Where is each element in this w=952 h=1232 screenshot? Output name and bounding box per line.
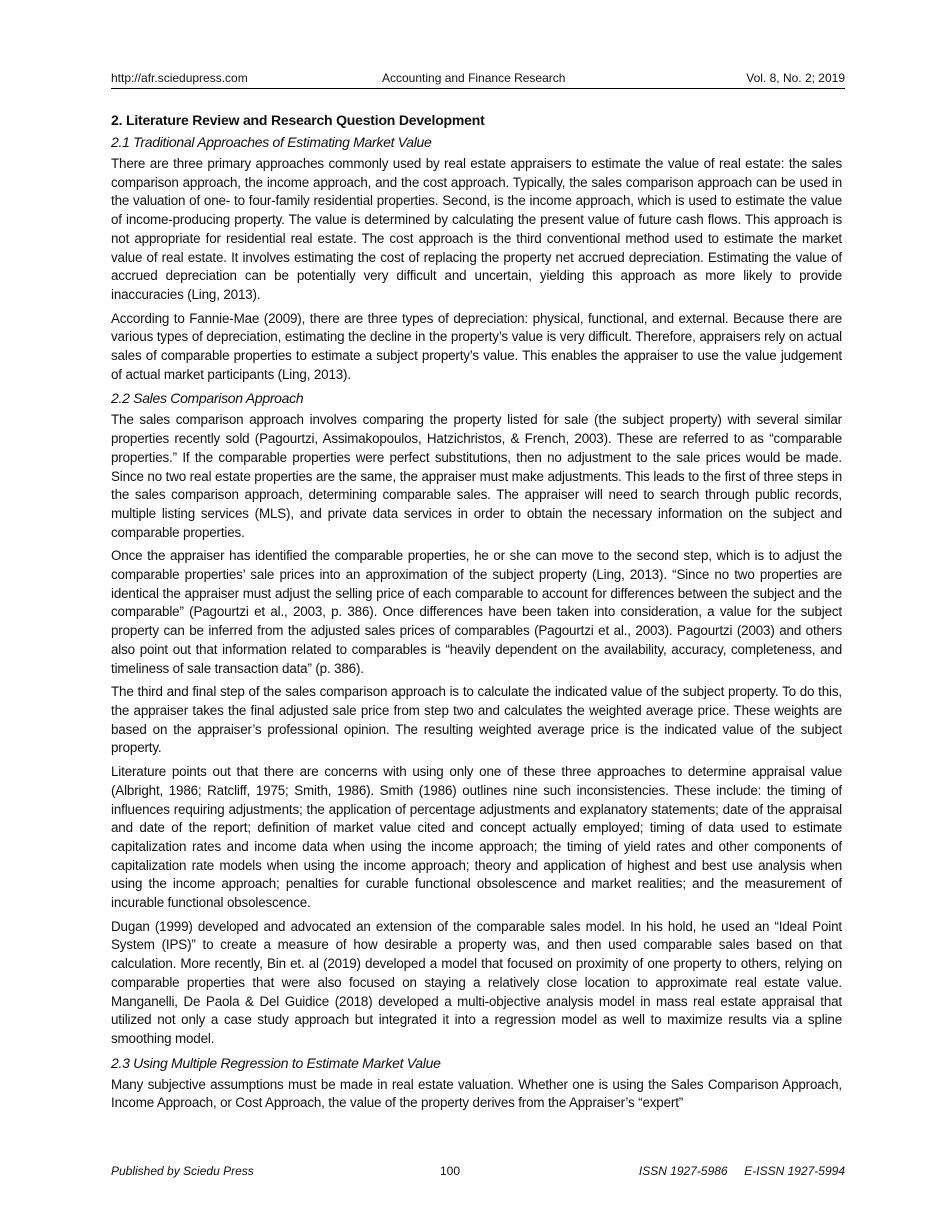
paragraph: Once the appraiser has identified the comparable properties, he or she can move to the second step, which is to adjust the comparable properties’ sale prices into an approximation of the subject property (Ling, 2013). “Since no two properties are identical the appraiser must adjust the selling price of each comparable to account for differences between the subject and the comparable” (Pagourtzi et al., 2003, p. 386). Once differences have been taken into consideration, a value for the subject property can be inferred from the adjusted sales prices of comparables (Pagourtzi et al., 2003). Pagourtzi (2003) and others also point out that information related to comparables is “heavily dependent on the availability, accuracy, completeness, and timeliness of sale transaction data” (p. 386). bbox=[111, 548, 842, 676]
paragraph: The third and final step of the sales comparison approach is to calculate the indicated value of the subject property. To do this, the appraiser takes the final adjusted sale price from step two and calculates the weighted average price. These weights are based on the appraiser’s professional opinion. The resulting weighted average price is the indicated value of the subject property. bbox=[111, 684, 842, 756]
publisher-name: Published by Sciedu Press bbox=[111, 1164, 254, 1178]
paragraph: Literature points out that there are concerns with using only one of these three approaches to determine appraisal value (Albright, 1986; Ratcliff, 1975; Smith, 1986). Smith (1986) outlines nine such inconsistencies. These include: the timing of influences requiring adjustments; the application of percentage adjustments and explanatory statements; date of the appraisal and date of the report; definition of market value cited and concept actually employed; timing of data used to estimate capitalization rates and income data when using the income approach; the timing of yield rates and other components of capitalization rate models when using the income approach; theory and application of highest and best use analysis when using the income approach; penalties for curable functional obsolescence and market realities; and the measurement of incurable functional obsolescence. bbox=[111, 764, 842, 911]
running-header bbox=[111, 70, 845, 89]
paragraph: The sales comparison approach involves comparing the property listed for sale (the subject property) with several similar properties recently sold (Pagourtzi, Assimakopoulos, Hatzichristos, & French, 2003). These are referred to as “comparable properties.” If the comparable properties were perfect substitutions, then no adjustment to the sale prices would be made. Since no two real estate properties are the same, the appraiser must make adjustments. This leads to the first of three steps in the sales comparison approach, determining comparable sales. The appraiser will need to search through public records, multiple listing services (MLS), and private data services in order to obtain the necessary information on the subject and comparable properties. bbox=[111, 412, 842, 540]
paragraph: Many subjective assumptions must be made in real estate valuation. Whether one is using the Sales Comparison Approach, Income Approach, or Cost Approach, the value of the property derives from the Appraiser’s “expert” bbox=[111, 1076, 842, 1111]
page-number: 100 bbox=[440, 1164, 461, 1178]
volume-info: Vol. 8, No. 2; 2019 bbox=[746, 71, 845, 85]
paragraph: According to Fannie-Mae (2009), there are three types of depreciation: physical, functional, and external. Because there are various types of depreciation, estimating the decline in the property’s value is very difficult. Therefore, appraisers rely on actual sales of comparable properties to estimate a subject property’s value. This enables the appraiser to use the value judgement of actual market participants (Ling, 2013). bbox=[111, 310, 842, 382]
journal-url[interactable]: http://afr.sciedupress.com bbox=[111, 71, 248, 85]
article-body bbox=[111, 110, 842, 1118]
subsection-heading-2-2: 2.2 Sales Comparison Approach bbox=[111, 390, 304, 407]
issn: ISSN 1927-5986 bbox=[638, 1164, 728, 1178]
eissn: E-ISSN 1927-5994 bbox=[744, 1164, 845, 1178]
subsection-heading-2-1: 2.1 Traditional Approaches of Estimating Market Value bbox=[111, 134, 432, 150]
paragraph: Dugan (1999) developed and advocated an extension of the comparable sales model. In his hold, he used an “Ideal Point System (IPS)” to create a measure of how desirable a property was, and then used comparable sales based on that calculation. More recently, Bin et. al (2019) developed a model that focused on proximity of one property to others, relying on comparable properties that were also focused on staying a relatively close location to approximate real estate value. Manganelli, De Paola & Del Guidice (2018) developed a multi-objective analysis model in mass real estate appraisal that utilized not only a case study approach but integrated it into a regression model as well to maximize results via a spline smoothing model. bbox=[111, 918, 842, 1046]
journal-title: Accounting and Finance Research bbox=[382, 71, 566, 85]
section-heading: 2. Literature Review and Research Question Development bbox=[111, 112, 485, 128]
issn-info bbox=[639, 1163, 845, 1179]
subsection-heading-2-3: 2.3 Using Multiple Regression to Estimate Market Value bbox=[111, 1054, 441, 1071]
paragraph: There are three primary approaches commonly used by real estate appraisers to estimate the value of real estate: the sales comparison approach, the income approach, and the cost approach. Typically, the sales comparison approach can be used in the valuation of one- to four-family residential properties. Second, is the income approach, which is used to estimate the value of income-producing property. The value is determined by calculating the present value of future cash flows. This approach is not appropriate for residential real estate. The cost approach is the third conventional method used to estimate the market value of real estate. It involves estimating the cost of replacing the property net accrued depreciation. Estimating the value of accrued depreciation can be potentially very difficult and uncertain, yielding this approach as more likely to provide inaccuracies (Ling, 2013). bbox=[111, 156, 842, 302]
